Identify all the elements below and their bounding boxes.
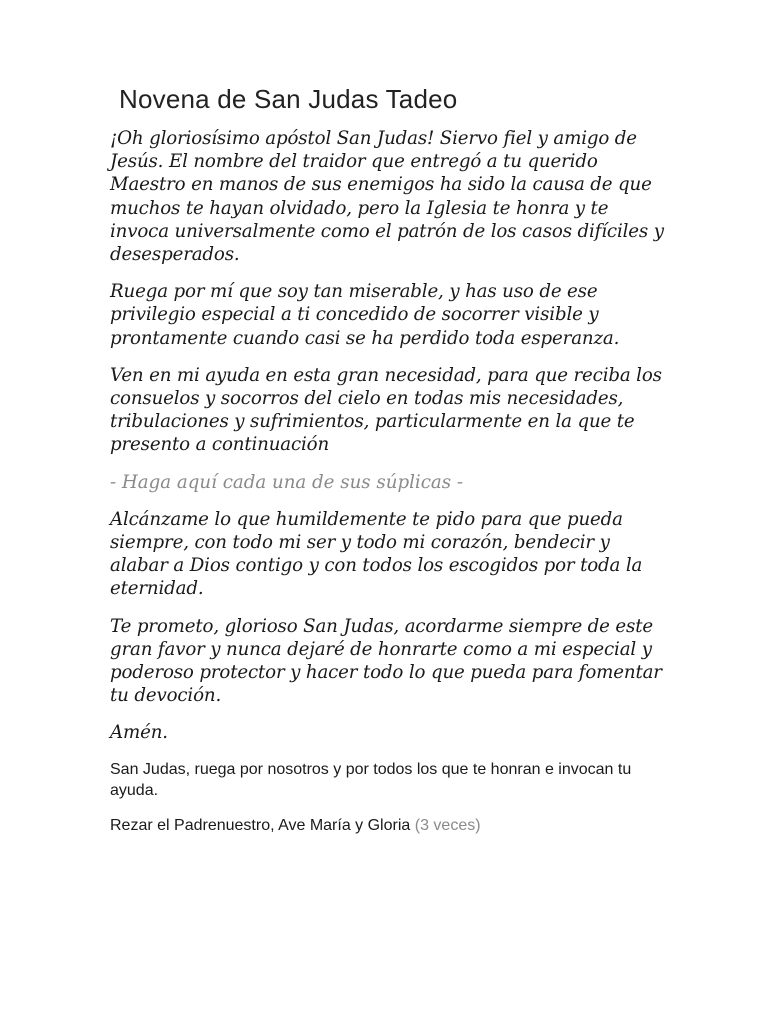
prayer-paragraph-2: Ruega por mí que soy tan miserable, y has uso de ese privilegio especial a ti concedido de socorrer visible y prontamente cuando casi se ha perdido toda esperanza. xyxy=(110,281,620,349)
instruction-text: Rezar el Padrenuestro, Ave María y Gloria xyxy=(110,816,411,834)
prayer-paragraph-1: ¡Oh gloriosísimo apóstol San Judas! Siervo fiel y amigo de Jesús. El nombre del traidor que entregó a tu querido Maestro en manos de sus enemigos ha sido la causa de que muchos te hayan olvidado, pero la Iglesia te honra y te invoca universalmente como el patrón de los casos difíciles y desesperados. xyxy=(110,128,664,266)
prayer-paragraph-4: Alcánzame lo que humildemente te pido para que pueda siempre, con todo mi ser y todo mi corazón, bendecir y alabar a Dios contigo y con todos los escogidos por toda la eternidad. xyxy=(110,508,643,600)
page-title: Novena de San Judas Tadeo xyxy=(119,84,458,114)
closing-line: San Judas, ruega por nosotros y por todos los que te honran e invocan tu ayuda. xyxy=(110,760,632,799)
prayer-paragraph-5: Te prometo, glorioso San Judas, acordarme siempre de este gran favor y nunca dejaré de honrarte como a mi especial y poderoso protector y hacer todo lo que pueda para fomentar tu devoción. xyxy=(110,615,662,707)
amen-line: Amén. xyxy=(110,722,168,744)
document-page xyxy=(110,84,670,850)
supplication-note: - Haga aquí cada una de sus súplicas - xyxy=(110,471,464,493)
instruction-count: (3 veces) xyxy=(414,816,481,834)
instruction-line xyxy=(110,815,670,836)
prayer-paragraph-3: Ven en mi ayuda en esta gran necesidad, para que reciba los consuelos y socorros del cielo en todas mis necesidades, tribulaciones y sufrimientos, particularmente en la que te presento a continuación xyxy=(110,364,662,456)
